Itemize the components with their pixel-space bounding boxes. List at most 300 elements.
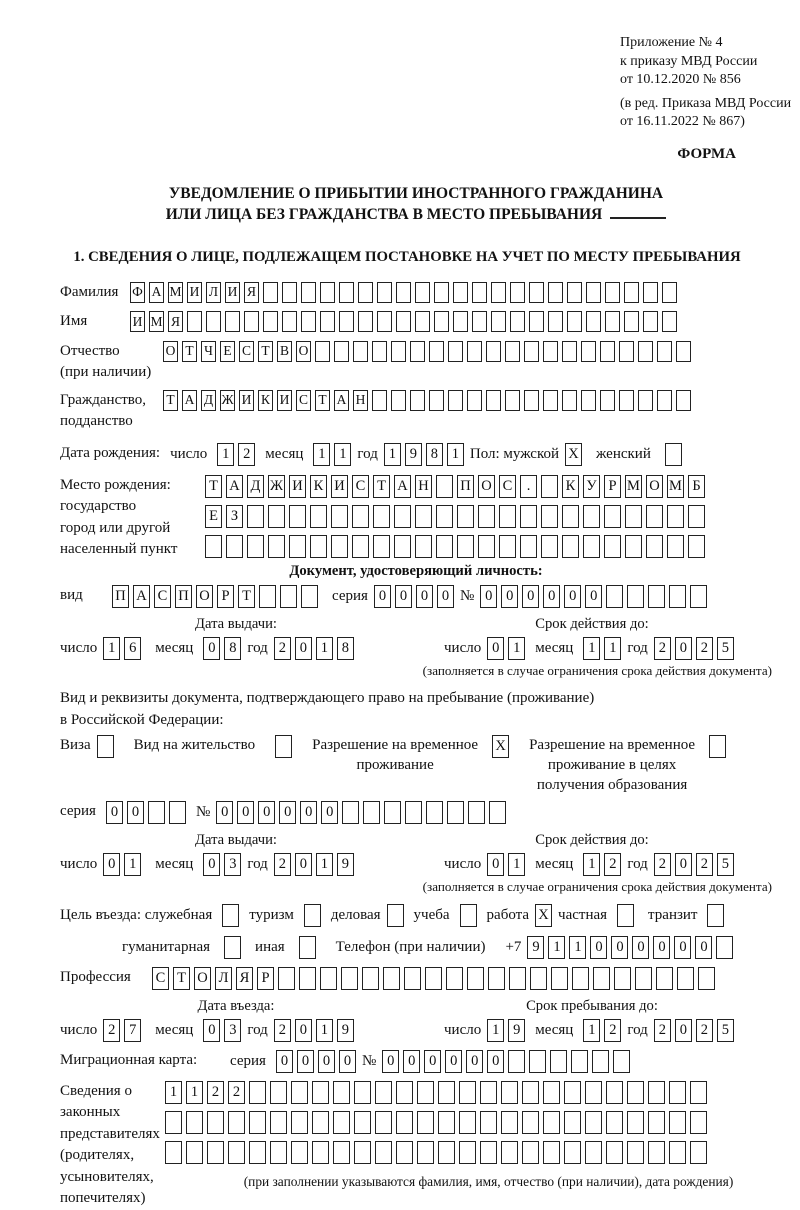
char-cell[interactable]: 1	[316, 1019, 333, 1042]
char-cell[interactable]: 5	[717, 637, 734, 660]
char-cell[interactable]	[646, 535, 663, 558]
char-cell[interactable]: П	[175, 585, 192, 608]
char-cell[interactable]: О	[163, 341, 178, 362]
char-cell[interactable]: 1	[313, 443, 330, 466]
char-cell[interactable]: 0	[590, 936, 607, 959]
char-cell[interactable]	[187, 311, 202, 332]
char-cell[interactable]: 1	[583, 1019, 600, 1042]
char-cell[interactable]: С	[152, 967, 169, 990]
char-cell[interactable]: Л	[215, 967, 232, 990]
char-cell[interactable]: Я	[244, 282, 259, 303]
char-cell[interactable]	[509, 967, 526, 990]
char-cell[interactable]: 0	[382, 1050, 399, 1073]
char-cell[interactable]	[625, 505, 642, 528]
char-cell[interactable]	[312, 1141, 329, 1164]
char-cell[interactable]	[391, 341, 406, 362]
char-cell[interactable]	[289, 535, 306, 558]
char-cell[interactable]: Т	[315, 390, 330, 411]
char-cell[interactable]	[586, 311, 601, 332]
char-cell[interactable]	[373, 535, 390, 558]
char-cell[interactable]	[249, 1081, 266, 1104]
char-cell[interactable]	[299, 936, 316, 959]
char-cell[interactable]	[548, 311, 563, 332]
char-cell[interactable]	[270, 1111, 287, 1134]
char-cell[interactable]: 0	[203, 637, 220, 660]
char-cell[interactable]	[384, 801, 401, 824]
char-cell[interactable]	[383, 967, 400, 990]
char-cell[interactable]: 2	[696, 853, 713, 876]
char-cell[interactable]: 0	[295, 1019, 312, 1042]
char-cell[interactable]	[429, 341, 444, 362]
char-cell[interactable]: Т	[182, 341, 197, 362]
char-cell[interactable]	[638, 390, 653, 411]
char-cell[interactable]	[543, 1141, 560, 1164]
char-cell[interactable]: Н	[415, 475, 432, 498]
char-cell[interactable]	[97, 735, 114, 758]
char-cell[interactable]: П	[457, 475, 474, 498]
char-cell[interactable]	[657, 390, 672, 411]
char-cell[interactable]: Е	[205, 505, 222, 528]
char-cell[interactable]	[662, 282, 677, 303]
char-cell[interactable]: 0	[564, 585, 581, 608]
char-cell[interactable]	[310, 505, 327, 528]
char-cell[interactable]	[333, 1081, 350, 1104]
char-cell[interactable]	[333, 1141, 350, 1164]
char-cell[interactable]: 0	[216, 801, 233, 824]
char-cell[interactable]	[524, 341, 539, 362]
char-cell[interactable]	[583, 535, 600, 558]
char-cell[interactable]	[605, 311, 620, 332]
char-cell[interactable]	[510, 311, 525, 332]
char-cell[interactable]: 0	[103, 853, 120, 876]
char-cell[interactable]: Д	[247, 475, 264, 498]
char-cell[interactable]: Т	[373, 475, 390, 498]
char-cell[interactable]	[278, 967, 295, 990]
char-cell[interactable]: У	[583, 475, 600, 498]
char-cell[interactable]	[709, 735, 726, 758]
char-cell[interactable]	[334, 341, 349, 362]
char-cell[interactable]: 0	[203, 1019, 220, 1042]
char-cell[interactable]	[186, 1111, 203, 1134]
char-cell[interactable]	[396, 282, 411, 303]
char-cell[interactable]	[468, 801, 485, 824]
char-cell[interactable]	[572, 967, 589, 990]
char-cell[interactable]: 0	[276, 1050, 293, 1073]
char-cell[interactable]: С	[239, 341, 254, 362]
char-cell[interactable]: Т	[205, 475, 222, 498]
char-cell[interactable]	[375, 1111, 392, 1134]
char-cell[interactable]: 1	[604, 637, 621, 660]
char-cell[interactable]: 1	[165, 1081, 182, 1104]
char-cell[interactable]	[707, 904, 724, 927]
char-cell[interactable]: 1	[487, 1019, 504, 1042]
char-cell[interactable]	[434, 311, 449, 332]
char-cell[interactable]	[648, 1141, 665, 1164]
char-cell[interactable]: Ж	[268, 475, 285, 498]
char-cell[interactable]	[508, 1050, 525, 1073]
char-cell[interactable]	[467, 390, 482, 411]
char-cell[interactable]: Н	[353, 390, 368, 411]
char-cell[interactable]	[592, 1050, 609, 1073]
char-cell[interactable]: X	[535, 904, 552, 927]
char-cell[interactable]	[275, 735, 292, 758]
char-cell[interactable]	[619, 390, 634, 411]
char-cell[interactable]: 2	[274, 637, 291, 660]
char-cell[interactable]	[551, 967, 568, 990]
char-cell[interactable]: 1	[103, 637, 120, 660]
char-cell[interactable]	[581, 390, 596, 411]
char-cell[interactable]	[354, 1081, 371, 1104]
char-cell[interactable]: Ч	[201, 341, 216, 362]
char-cell[interactable]	[459, 1111, 476, 1134]
char-cell[interactable]	[505, 341, 520, 362]
char-cell[interactable]: 6	[124, 637, 141, 660]
char-cell[interactable]: 0	[237, 801, 254, 824]
char-cell[interactable]: 9	[527, 936, 544, 959]
char-cell[interactable]: 0	[653, 936, 670, 959]
char-cell[interactable]: 0	[295, 637, 312, 660]
char-cell[interactable]	[627, 1141, 644, 1164]
char-cell[interactable]: 2	[604, 1019, 621, 1042]
char-cell[interactable]	[228, 1111, 245, 1134]
char-cell[interactable]	[225, 311, 240, 332]
char-cell[interactable]	[690, 1081, 707, 1104]
char-cell[interactable]	[524, 390, 539, 411]
char-cell[interactable]	[291, 1081, 308, 1104]
char-cell[interactable]	[315, 341, 330, 362]
char-cell[interactable]	[567, 311, 582, 332]
char-cell[interactable]	[206, 311, 221, 332]
char-cell[interactable]	[224, 936, 241, 959]
char-cell[interactable]: Я	[168, 311, 183, 332]
char-cell[interactable]	[625, 535, 642, 558]
char-cell[interactable]: 0	[501, 585, 518, 608]
char-cell[interactable]: 0	[675, 853, 692, 876]
char-cell[interactable]	[453, 311, 468, 332]
char-cell[interactable]	[207, 1111, 224, 1134]
char-cell[interactable]	[543, 390, 558, 411]
char-cell[interactable]: 8	[337, 637, 354, 660]
char-cell[interactable]	[354, 1111, 371, 1134]
char-cell[interactable]	[425, 967, 442, 990]
char-cell[interactable]: 0	[675, 1019, 692, 1042]
char-cell[interactable]	[480, 1081, 497, 1104]
char-cell[interactable]	[522, 1111, 539, 1134]
char-cell[interactable]	[585, 1111, 602, 1134]
char-cell[interactable]	[627, 1111, 644, 1134]
char-cell[interactable]	[619, 341, 634, 362]
char-cell[interactable]	[342, 801, 359, 824]
char-cell[interactable]	[543, 1111, 560, 1134]
char-cell[interactable]: 2	[274, 853, 291, 876]
char-cell[interactable]: 0	[203, 853, 220, 876]
char-cell[interactable]	[669, 1081, 686, 1104]
char-cell[interactable]	[165, 1141, 182, 1164]
char-cell[interactable]	[459, 1141, 476, 1164]
char-cell[interactable]: Р	[257, 967, 274, 990]
char-cell[interactable]: 0	[487, 1050, 504, 1073]
char-cell[interactable]	[247, 505, 264, 528]
char-cell[interactable]	[291, 1111, 308, 1134]
char-cell[interactable]	[280, 585, 297, 608]
char-cell[interactable]	[486, 390, 501, 411]
char-cell[interactable]	[541, 535, 558, 558]
char-cell[interactable]: А	[182, 390, 197, 411]
char-cell[interactable]	[310, 535, 327, 558]
char-cell[interactable]	[228, 1141, 245, 1164]
char-cell[interactable]	[438, 1081, 455, 1104]
char-cell[interactable]	[606, 585, 623, 608]
char-cell[interactable]: С	[499, 475, 516, 498]
char-cell[interactable]	[438, 1141, 455, 1164]
char-cell[interactable]	[614, 967, 631, 990]
char-cell[interactable]	[270, 1141, 287, 1164]
char-cell[interactable]	[676, 341, 691, 362]
char-cell[interactable]	[244, 311, 259, 332]
char-cell[interactable]	[448, 390, 463, 411]
char-cell[interactable]	[436, 505, 453, 528]
char-cell[interactable]	[331, 505, 348, 528]
char-cell[interactable]	[562, 341, 577, 362]
char-cell[interactable]	[627, 585, 644, 608]
char-cell[interactable]	[415, 311, 430, 332]
char-cell[interactable]	[467, 341, 482, 362]
char-cell[interactable]	[646, 505, 663, 528]
char-cell[interactable]: Т	[258, 341, 273, 362]
char-cell[interactable]: 0	[127, 801, 144, 824]
char-cell[interactable]	[436, 475, 453, 498]
char-cell[interactable]	[529, 311, 544, 332]
char-cell[interactable]: Ж	[220, 390, 235, 411]
char-cell[interactable]: Ф	[130, 282, 145, 303]
char-cell[interactable]	[259, 585, 276, 608]
char-cell[interactable]	[372, 341, 387, 362]
char-cell[interactable]	[353, 341, 368, 362]
char-cell[interactable]: 9	[405, 443, 422, 466]
char-cell[interactable]	[667, 505, 684, 528]
char-cell[interactable]: 1	[334, 443, 351, 466]
char-cell[interactable]	[585, 1081, 602, 1104]
char-cell[interactable]	[499, 535, 516, 558]
char-cell[interactable]: А	[334, 390, 349, 411]
char-cell[interactable]	[377, 311, 392, 332]
char-cell[interactable]	[665, 443, 682, 466]
char-cell[interactable]	[604, 505, 621, 528]
char-cell[interactable]	[341, 967, 358, 990]
char-cell[interactable]	[489, 801, 506, 824]
char-cell[interactable]	[434, 282, 449, 303]
char-cell[interactable]	[486, 341, 501, 362]
char-cell[interactable]: Я	[236, 967, 253, 990]
char-cell[interactable]: 0	[297, 1050, 314, 1073]
char-cell[interactable]	[688, 505, 705, 528]
char-cell[interactable]	[404, 967, 421, 990]
char-cell[interactable]	[638, 341, 653, 362]
char-cell[interactable]	[320, 282, 335, 303]
char-cell[interactable]	[669, 1111, 686, 1134]
char-cell[interactable]	[436, 535, 453, 558]
char-cell[interactable]	[417, 1141, 434, 1164]
char-cell[interactable]	[550, 1050, 567, 1073]
char-cell[interactable]: С	[352, 475, 369, 498]
char-cell[interactable]: 0	[300, 801, 317, 824]
char-cell[interactable]	[320, 967, 337, 990]
char-cell[interactable]: 1	[583, 637, 600, 660]
char-cell[interactable]	[165, 1111, 182, 1134]
char-cell[interactable]	[605, 282, 620, 303]
char-cell[interactable]	[391, 390, 406, 411]
char-cell[interactable]	[520, 535, 537, 558]
char-cell[interactable]	[480, 1111, 497, 1134]
char-cell[interactable]	[394, 535, 411, 558]
char-cell[interactable]: 0	[611, 936, 628, 959]
char-cell[interactable]	[301, 311, 316, 332]
char-cell[interactable]: О	[478, 475, 495, 498]
char-cell[interactable]	[604, 535, 621, 558]
char-cell[interactable]: 2	[696, 637, 713, 660]
char-cell[interactable]	[438, 1111, 455, 1134]
char-cell[interactable]	[249, 1111, 266, 1134]
char-cell[interactable]	[529, 1050, 546, 1073]
char-cell[interactable]: П	[112, 585, 129, 608]
char-cell[interactable]	[396, 1141, 413, 1164]
char-cell[interactable]: М	[667, 475, 684, 498]
char-cell[interactable]	[410, 390, 425, 411]
char-cell[interactable]: 1	[569, 936, 586, 959]
char-cell[interactable]	[448, 341, 463, 362]
char-cell[interactable]: И	[289, 475, 306, 498]
char-cell[interactable]	[352, 535, 369, 558]
char-cell[interactable]	[541, 505, 558, 528]
char-cell[interactable]	[426, 801, 443, 824]
char-cell[interactable]	[480, 1141, 497, 1164]
char-cell[interactable]	[304, 904, 321, 927]
char-cell[interactable]	[460, 904, 477, 927]
char-cell[interactable]: 0	[321, 801, 338, 824]
char-cell[interactable]	[417, 1111, 434, 1134]
char-cell[interactable]	[186, 1141, 203, 1164]
char-cell[interactable]	[543, 341, 558, 362]
char-cell[interactable]	[529, 282, 544, 303]
char-cell[interactable]: Т	[173, 967, 190, 990]
char-cell[interactable]	[387, 904, 404, 927]
char-cell[interactable]: 0	[403, 1050, 420, 1073]
char-cell[interactable]: 0	[695, 936, 712, 959]
char-cell[interactable]	[301, 282, 316, 303]
char-cell[interactable]	[396, 311, 411, 332]
char-cell[interactable]	[358, 311, 373, 332]
char-cell[interactable]	[510, 282, 525, 303]
char-cell[interactable]: 1	[384, 443, 401, 466]
char-cell[interactable]	[505, 390, 520, 411]
char-cell[interactable]: 0	[632, 936, 649, 959]
char-cell[interactable]: 0	[416, 585, 433, 608]
char-cell[interactable]	[467, 967, 484, 990]
char-cell[interactable]: 0	[318, 1050, 335, 1073]
char-cell[interactable]: 0	[466, 1050, 483, 1073]
char-cell[interactable]	[472, 311, 487, 332]
char-cell[interactable]: 0	[279, 801, 296, 824]
char-cell[interactable]: 1	[316, 853, 333, 876]
char-cell[interactable]	[541, 475, 558, 498]
char-cell[interactable]: Р	[604, 475, 621, 498]
char-cell[interactable]	[564, 1141, 581, 1164]
char-cell[interactable]	[263, 282, 278, 303]
char-cell[interactable]: 1	[447, 443, 464, 466]
char-cell[interactable]	[627, 1081, 644, 1104]
char-cell[interactable]	[617, 904, 634, 927]
char-cell[interactable]	[522, 1141, 539, 1164]
char-cell[interactable]	[593, 967, 610, 990]
char-cell[interactable]	[635, 967, 652, 990]
char-cell[interactable]: Л	[206, 282, 221, 303]
char-cell[interactable]	[377, 282, 392, 303]
char-cell[interactable]: 1	[217, 443, 234, 466]
char-cell[interactable]	[667, 535, 684, 558]
char-cell[interactable]: 9	[337, 1019, 354, 1042]
char-cell[interactable]	[478, 535, 495, 558]
char-cell[interactable]	[429, 390, 444, 411]
char-cell[interactable]	[320, 311, 335, 332]
char-cell[interactable]	[690, 1141, 707, 1164]
char-cell[interactable]	[263, 311, 278, 332]
char-cell[interactable]	[624, 311, 639, 332]
char-cell[interactable]: 9	[508, 1019, 525, 1042]
char-cell[interactable]: И	[331, 475, 348, 498]
char-cell[interactable]: 0	[480, 585, 497, 608]
char-cell[interactable]	[459, 1081, 476, 1104]
char-cell[interactable]: О	[194, 967, 211, 990]
char-cell[interactable]	[491, 311, 506, 332]
char-cell[interactable]	[396, 1081, 413, 1104]
char-cell[interactable]: 8	[224, 637, 241, 660]
char-cell[interactable]	[453, 282, 468, 303]
char-cell[interactable]: 0	[106, 801, 123, 824]
char-cell[interactable]	[457, 505, 474, 528]
char-cell[interactable]: Д	[201, 390, 216, 411]
char-cell[interactable]	[567, 282, 582, 303]
char-cell[interactable]: А	[226, 475, 243, 498]
char-cell[interactable]	[690, 585, 707, 608]
char-cell[interactable]	[249, 1141, 266, 1164]
char-cell[interactable]	[358, 282, 373, 303]
char-cell[interactable]	[613, 1050, 630, 1073]
char-cell[interactable]	[562, 390, 577, 411]
char-cell[interactable]: М	[149, 311, 164, 332]
char-cell[interactable]	[562, 535, 579, 558]
char-cell[interactable]: 0	[445, 1050, 462, 1073]
char-cell[interactable]	[488, 967, 505, 990]
char-cell[interactable]	[394, 505, 411, 528]
char-cell[interactable]	[501, 1111, 518, 1134]
char-cell[interactable]: И	[225, 282, 240, 303]
char-cell[interactable]	[676, 390, 691, 411]
char-cell[interactable]	[352, 505, 369, 528]
char-cell[interactable]: 1	[316, 637, 333, 660]
char-cell[interactable]	[415, 282, 430, 303]
char-cell[interactable]: 3	[224, 853, 241, 876]
char-cell[interactable]	[282, 311, 297, 332]
char-cell[interactable]: В	[277, 341, 292, 362]
char-cell[interactable]	[472, 282, 487, 303]
char-cell[interactable]	[657, 341, 672, 362]
char-cell[interactable]	[585, 1141, 602, 1164]
char-cell[interactable]	[491, 282, 506, 303]
char-cell[interactable]	[268, 535, 285, 558]
char-cell[interactable]	[169, 801, 186, 824]
char-cell[interactable]	[457, 535, 474, 558]
char-cell[interactable]: 0	[522, 585, 539, 608]
